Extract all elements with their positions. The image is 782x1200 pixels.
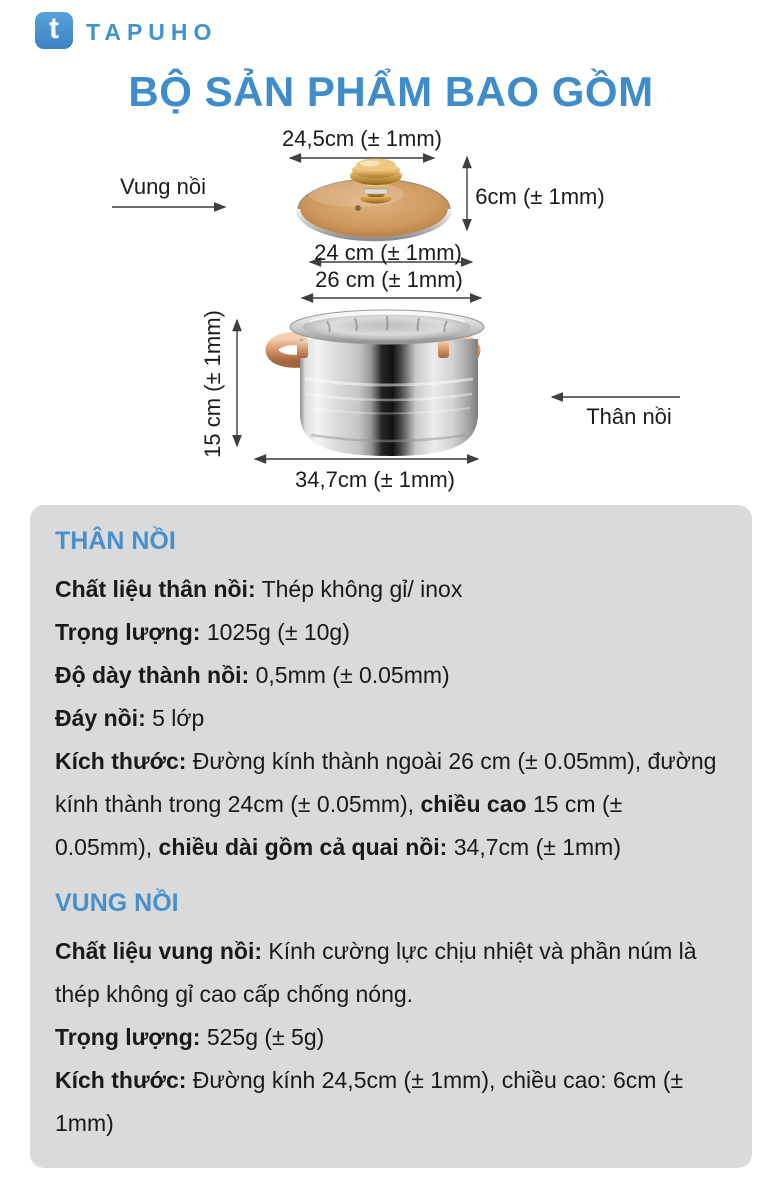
spec-value: 525g (± 5g) <box>200 1024 325 1050</box>
spec-label: Độ dày thành nồi: <box>55 662 250 688</box>
spec-value: 34,7cm (± 1mm) <box>447 834 622 860</box>
pot-height-label: 15 cm (± 1mm) <box>200 310 225 458</box>
spec-label: Trọng lượng: <box>55 1024 201 1050</box>
spec-row <box>55 654 722 697</box>
lid-inner-diameter-label: 24 cm (± 1mm) <box>314 240 462 265</box>
spec-row <box>55 1016 722 1059</box>
brand-logo-text: TAPUHO <box>86 19 218 45</box>
spec-value: Đường kính thành ngoài 26 cm (± 0.05mm), đường kính thành trong 24cm (± 0.05mm), <box>55 748 717 817</box>
dimension-diagram <box>0 0 782 505</box>
spec-label: Đáy nồi: <box>55 705 146 731</box>
lid-width-label: 24,5cm (± 1mm) <box>282 126 442 151</box>
spec-label: Kích thước: <box>55 1067 187 1093</box>
lid-name-label: Vung nồi <box>119 174 207 199</box>
spec-sections <box>55 529 722 1145</box>
lid-image <box>294 154 454 244</box>
spec-row <box>55 568 722 611</box>
spec-value: 5 lớp <box>145 705 205 731</box>
spec-label: Chất liệu vung nồi: <box>55 938 262 964</box>
spec-row <box>55 930 722 1016</box>
spec-label: Trọng lượng: <box>55 619 201 645</box>
spec-section-heading: VUNG NỒI <box>55 889 179 917</box>
spec-label: Kích thước: <box>55 748 187 774</box>
spec-row <box>55 697 722 740</box>
steam-vent-hole <box>356 206 361 211</box>
spec-label: chiều cao <box>420 791 527 817</box>
spec-row <box>55 611 722 654</box>
spec-value: Đường kính 24,5cm (± 1mm), chiều cao: 6cm (± 1mm) <box>55 1067 684 1136</box>
spec-section-heading: THÂN NỒI <box>55 527 176 555</box>
spec-value: 0,5mm (± 0.05mm) <box>249 662 450 688</box>
spec-value: Thép không gỉ/ inox <box>255 576 463 602</box>
lid-outer-diameter-label: 26 cm (± 1mm) <box>315 267 463 292</box>
pot-width-label: 34,7cm (± 1mm) <box>295 467 455 492</box>
pot-image <box>253 295 493 465</box>
spec-row <box>55 740 722 869</box>
pot-name-label: Thân nồi <box>586 404 672 429</box>
lid-height-label: 6cm (± 1mm) <box>475 184 605 209</box>
spec-row <box>55 1059 722 1145</box>
spec-value: 15 cm (± 0.05mm), <box>55 791 623 860</box>
specs-panel <box>30 505 752 1168</box>
spec-value: 1025g (± 10g) <box>200 619 350 645</box>
spec-value: Kính cường lực chịu nhiệt và phần núm là thép không gỉ cao cấp chống nóng. <box>55 938 697 1007</box>
brand-logo-letter: t <box>49 12 59 45</box>
page-title: BỘ SẢN PHẨM BAO GỒM <box>128 68 654 115</box>
spec-label: chiều dài gồm cả quai nồi: <box>158 834 448 860</box>
spec-label: Chất liệu thân nồi: <box>55 576 256 602</box>
